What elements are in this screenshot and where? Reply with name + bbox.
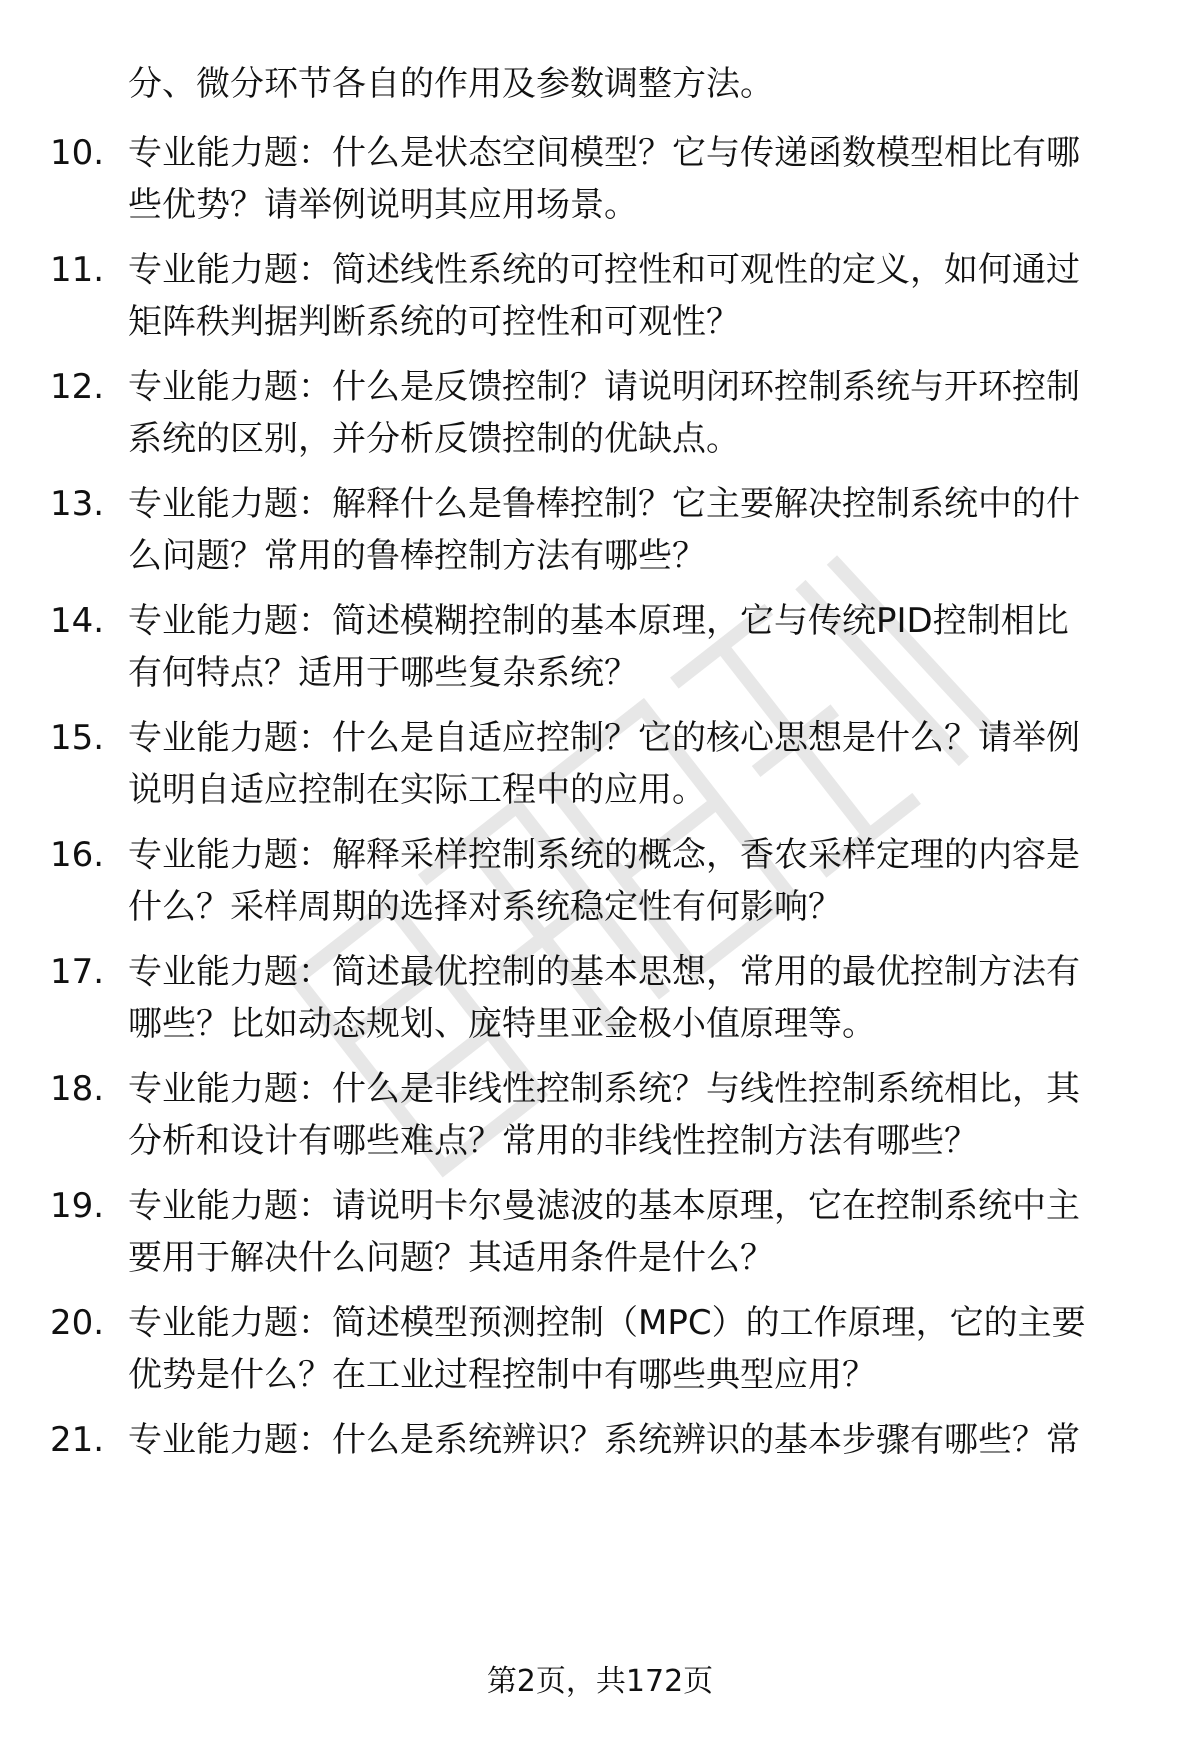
- continuation-line: 分、微分环节各自的作用及参数调整方法。: [128, 64, 774, 104]
- item-number: 20.: [50, 1303, 105, 1343]
- list-item: [50, 361, 1160, 465]
- item-text: 专业能力题：简述模糊控制的基本原理，它与传统PID控制相比 有何特点？适用于哪些复杂系统？: [128, 601, 1069, 693]
- item-number: 10.: [50, 133, 105, 173]
- item-text: 专业能力题：简述模型预测控制（MPC）的工作原理，它的主要 优势是什么？在工业过程控制中有哪些典型应用？: [128, 1303, 1086, 1395]
- list-item: [50, 595, 1160, 699]
- item-number: 16.: [50, 835, 105, 875]
- list-item: [50, 478, 1160, 582]
- item-text: 专业能力题：什么是系统辨识？系统辨识的基本步骤有哪些？常: [128, 1420, 1080, 1460]
- item-text: 专业能力题：什么是自适应控制？它的核心思想是什么？请举例 说明自适应控制在实际工程中的应用。: [128, 718, 1080, 810]
- list-item: [50, 127, 1160, 231]
- list-item: [50, 1063, 1160, 1167]
- item-number: 17.: [50, 952, 105, 992]
- list-item: [50, 1297, 1160, 1401]
- item-number: 15.: [50, 718, 105, 758]
- item-text: 专业能力题：请说明卡尔曼滤波的基本原理，它在控制系统中主 要用于解决什么问题？其适用条件是什么？: [128, 1186, 1080, 1278]
- item-number: 11.: [50, 250, 105, 290]
- page-number: 第2页，共172页: [486, 1664, 714, 1699]
- list-item: [50, 1180, 1160, 1284]
- item-number: 19.: [50, 1186, 105, 1226]
- list-item: [50, 712, 1160, 816]
- item-text: 专业能力题：什么是非线性控制系统？与线性控制系统相比，其 分析和设计有哪些难点？常用的非线性控制方法有哪些？: [128, 1069, 1080, 1161]
- item-number: 18.: [50, 1069, 105, 1109]
- item-number: 21.: [50, 1420, 105, 1460]
- item-text: 专业能力题：简述线性系统的可控性和可观性的定义，如何通过 矩阵秩判据判断系统的可控性和可观性？: [128, 250, 1080, 342]
- item-text: 专业能力题：简述最优控制的基本思想，常用的最优控制方法有 哪些？比如动态规划、庞特里亚金极小值原理等。: [128, 952, 1080, 1044]
- item-text: 专业能力题：什么是状态空间模型？它与传递函数模型相比有哪 些优势？请举例说明其应用场景。: [128, 133, 1080, 225]
- item-number: 13.: [50, 484, 105, 524]
- item-text: 专业能力题：什么是反馈控制？请说明闭环控制系统与开环控制 系统的区别，并分析反馈控制的优缺点。: [128, 367, 1080, 459]
- list-item: [50, 946, 1160, 1050]
- item-text: 专业能力题：解释采样控制系统的概念，香农采样定理的内容是 什么？采样周期的选择对系统稳定性有何影响？: [128, 835, 1080, 927]
- item-text: 专业能力题：解释什么是鲁棒控制？它主要解决控制系统中的什 么问题？常用的鲁棒控制方法有哪些？: [128, 484, 1080, 576]
- item-number: 14.: [50, 601, 105, 641]
- list-item: [50, 1414, 1160, 1466]
- list-item: [50, 244, 1160, 348]
- item-number: 12.: [50, 367, 105, 407]
- list-item: [50, 829, 1160, 933]
